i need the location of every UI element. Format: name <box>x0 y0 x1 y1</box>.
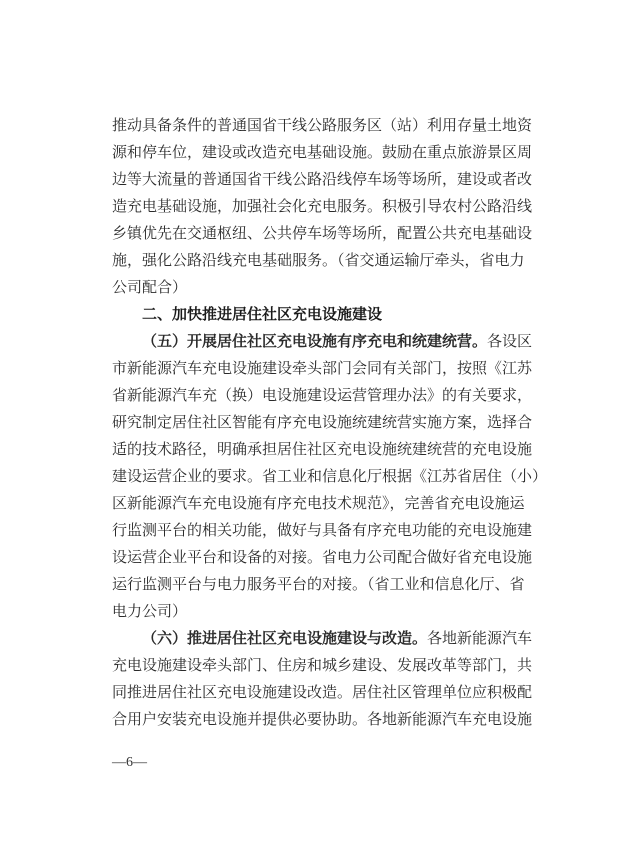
paragraph-first-line <box>112 625 533 652</box>
text-line: 市新能源汽车充电设施建设牵头部门会同有关部门，按照《江苏 <box>112 359 533 377</box>
text-line: 充电设施建设牵头部门、住房和城乡建设、发展改革等部门，共 <box>112 656 533 674</box>
text-line: 设运营企业平台和设备的对接。省电力公司配合做好省充电设施 <box>112 548 533 566</box>
document-body <box>112 112 548 733</box>
text-line: 源和停车位，建设或改造充电基础设施。鼓励在重点旅游景区周 <box>112 143 533 161</box>
page-number: —6— <box>112 755 147 770</box>
text-line: 区新能源汽车充电设施有序充电技术规范》，完善省充电设施运 <box>112 494 525 512</box>
text-line: 乡镇优先在交通枢纽、公共停车场等场所，配置公共充电基础设 <box>112 224 533 242</box>
paragraph-first-line <box>112 328 533 355</box>
text-line: 研究制定居住社区智能有序充电设施统建统营实施方案，选择合 <box>112 413 533 431</box>
text-line: 造充电基础设施，加强社会化充电服务。积极引导农村公路沿线 <box>112 197 533 215</box>
text-run: 各设区 <box>487 332 533 350</box>
text-line: 省新能源汽车充（换）电设施建设运营管理办法》的有关要求， <box>112 386 533 404</box>
text-line: 电力公司） <box>112 602 188 620</box>
text-line: 施，强化公路沿线充电基础服务。（省交通运输厅牵头，省电力 <box>112 251 525 269</box>
text-line: 适的技术路径，明确承担居住社区充电设施统建统营的充电设施 <box>112 440 533 458</box>
text-line: 建设运营企业的要求。省工业和信息化厅根据《江苏省居住（小） <box>112 467 548 485</box>
text-run: 各地新能源汽车 <box>427 629 533 647</box>
text-line: 同推进居住社区充电设施建设改造。居住社区管理单位应积极配 <box>112 683 533 701</box>
subsection-title: （五）开展居住社区充电设施有序充电和统建统营。 <box>142 332 488 350</box>
text-line: 边等大流量的普通国省干线公路沿线停车场等场所，建设或者改 <box>112 170 533 188</box>
text-line: 行监测平台的相关功能，做好与具备有序充电功能的充电设施建 <box>112 521 533 539</box>
text-line: 运行监测平台与电力服务平台的对接。（省工业和信息化厅、省 <box>112 575 525 593</box>
text-line: 合用户安装充电设施并提供必要协助。各地新能源汽车充电设施 <box>112 710 533 728</box>
text-line: 公司配合） <box>112 278 188 296</box>
section-heading: 二、加快推进居住社区充电设施建设 <box>142 305 383 323</box>
subsection-title: （六）推进居住社区充电设施建设与改造。 <box>142 629 428 647</box>
text-line: 推动具备条件的普通国省干线公路服务区（站）利用存量土地资 <box>112 116 533 134</box>
